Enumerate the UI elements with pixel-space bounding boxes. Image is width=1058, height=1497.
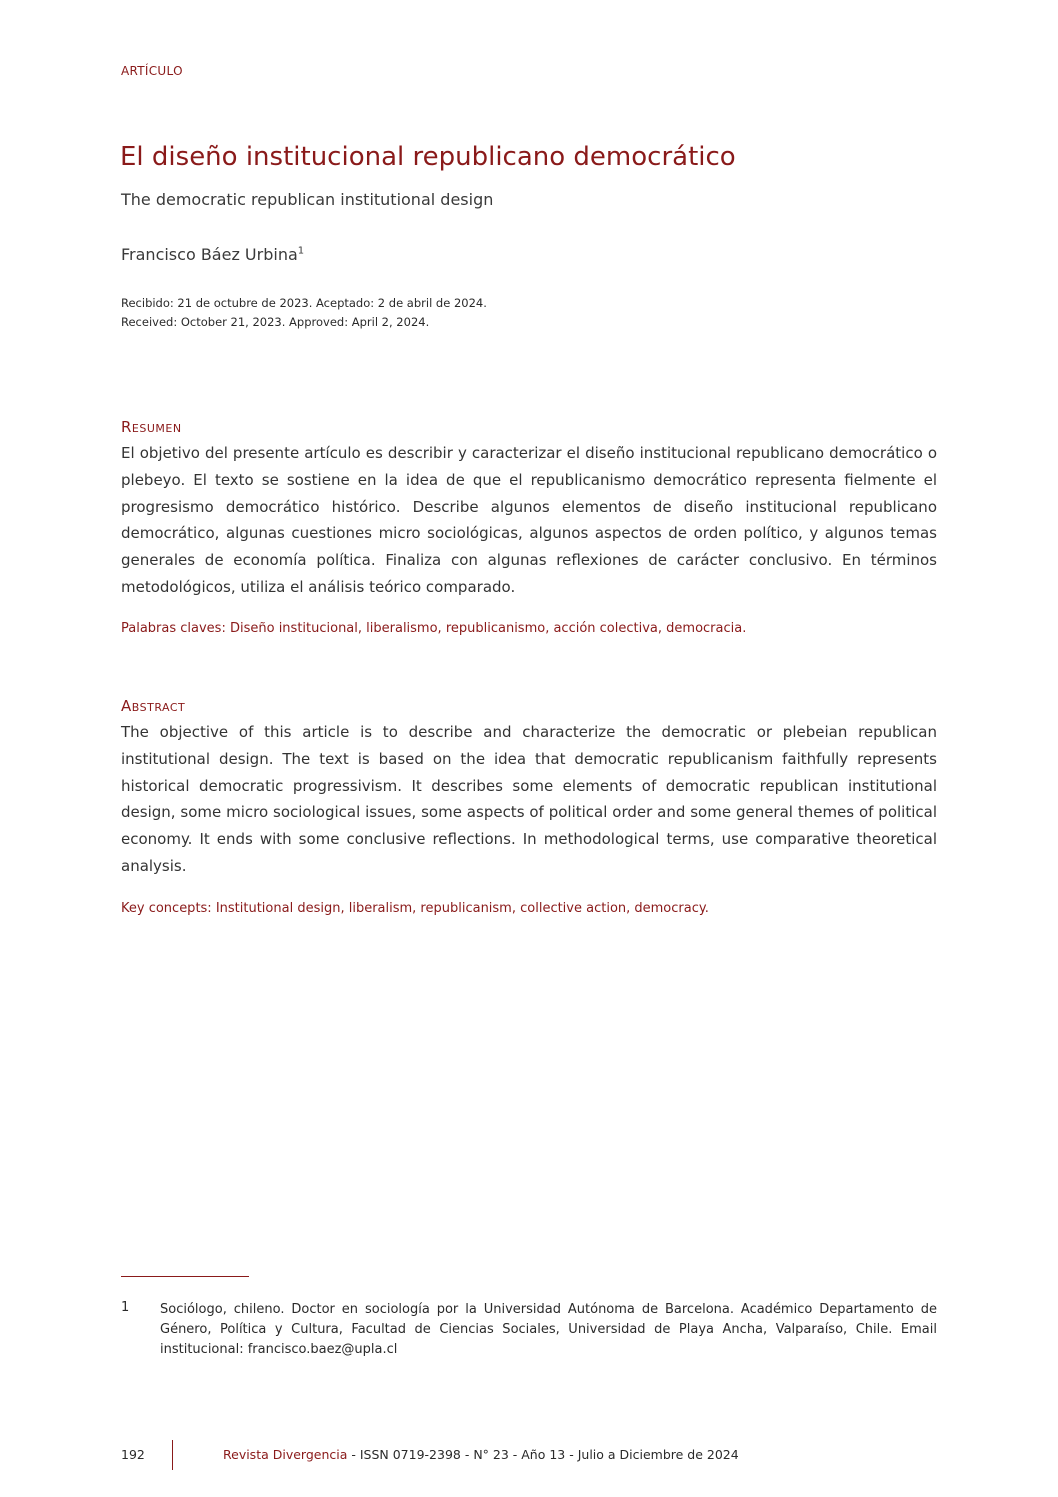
author (121, 245, 304, 264)
footer-divider (172, 1440, 173, 1470)
footnote-text: Sociólogo, chileno. Doctor en sociología por la Universidad Autónoma de Barcelona. Académico Departamento de Género, Política y Cultura, Facultad de Ciencias Sociales, Universidad de Playa Ancha, Valparaíso, Chile. Email institucional: francisco.baez@upla.cl (160, 1302, 937, 1357)
abstract-heading: Abstract (121, 697, 186, 715)
author-name: Francisco Báez Urbina (121, 245, 298, 264)
page-number: 192 (121, 1447, 145, 1462)
article-subtitle: The democratic republican institutional design (121, 190, 494, 209)
footnote-number: 1 (121, 1300, 130, 1315)
abstract-keywords: Key concepts: Institutional design, liberalism, republicanism, collective action, democracy. (121, 901, 709, 916)
journal-footer (223, 1447, 739, 1462)
dates-english: Received: October 21, 2023. Approved: April 2, 2024. (121, 315, 430, 329)
footnote-divider (121, 1276, 249, 1277)
dates-spanish: Recibido: 21 de octubre de 2023. Aceptado: 2 de abril de 2024. (121, 296, 487, 310)
author-footnote-mark[interactable]: 1 (297, 245, 305, 257)
resumen-heading: Resumen (121, 418, 182, 436)
journal-name: Revista Divergencia (223, 1447, 348, 1462)
submission-dates (121, 294, 487, 332)
resumen-text: El objetivo del presente artículo es describir y caracterizar el diseño institucional republicano democrático o plebeyo. El texto se sostiene en la idea de que el republicanismo democrático representa fielmente el progresismo democrático histórico. Describe algunos elementos de diseño institucional republicano democrático, algunas cuestiones micro sociológicas, algunos aspectos de orden político, y algunos temas generales de economía política. Finaliza con algunas reflexiones de carácter conclusivo. En términos metodológicos, utiliza el análisis teórico comparado. (121, 444, 937, 596)
article-title: El diseño institucional republicano democrático (120, 142, 736, 172)
resumen-keywords: Palabras claves: Diseño institucional, liberalismo, republicanismo, acción colectiva, democracia. (121, 621, 747, 636)
abstract-text: The objective of this article is to describe and characterize the democratic or plebeian republican institutional design. The text is based on the idea that democratic republicanism faithfully represents historical democratic progressivism. It describes some elements of democratic republican institutional design, some micro sociological issues, some aspects of political order and some general themes of political economy. It ends with some conclusive reflections. In methodological terms, use comparative theoretical analysis. (121, 723, 937, 875)
section-label: ARTÍCULO (121, 64, 183, 78)
journal-details: - ISSN 0719-2398 - N° 23 - Año 13 - Julio a Diciembre de 2024 (347, 1447, 739, 1462)
